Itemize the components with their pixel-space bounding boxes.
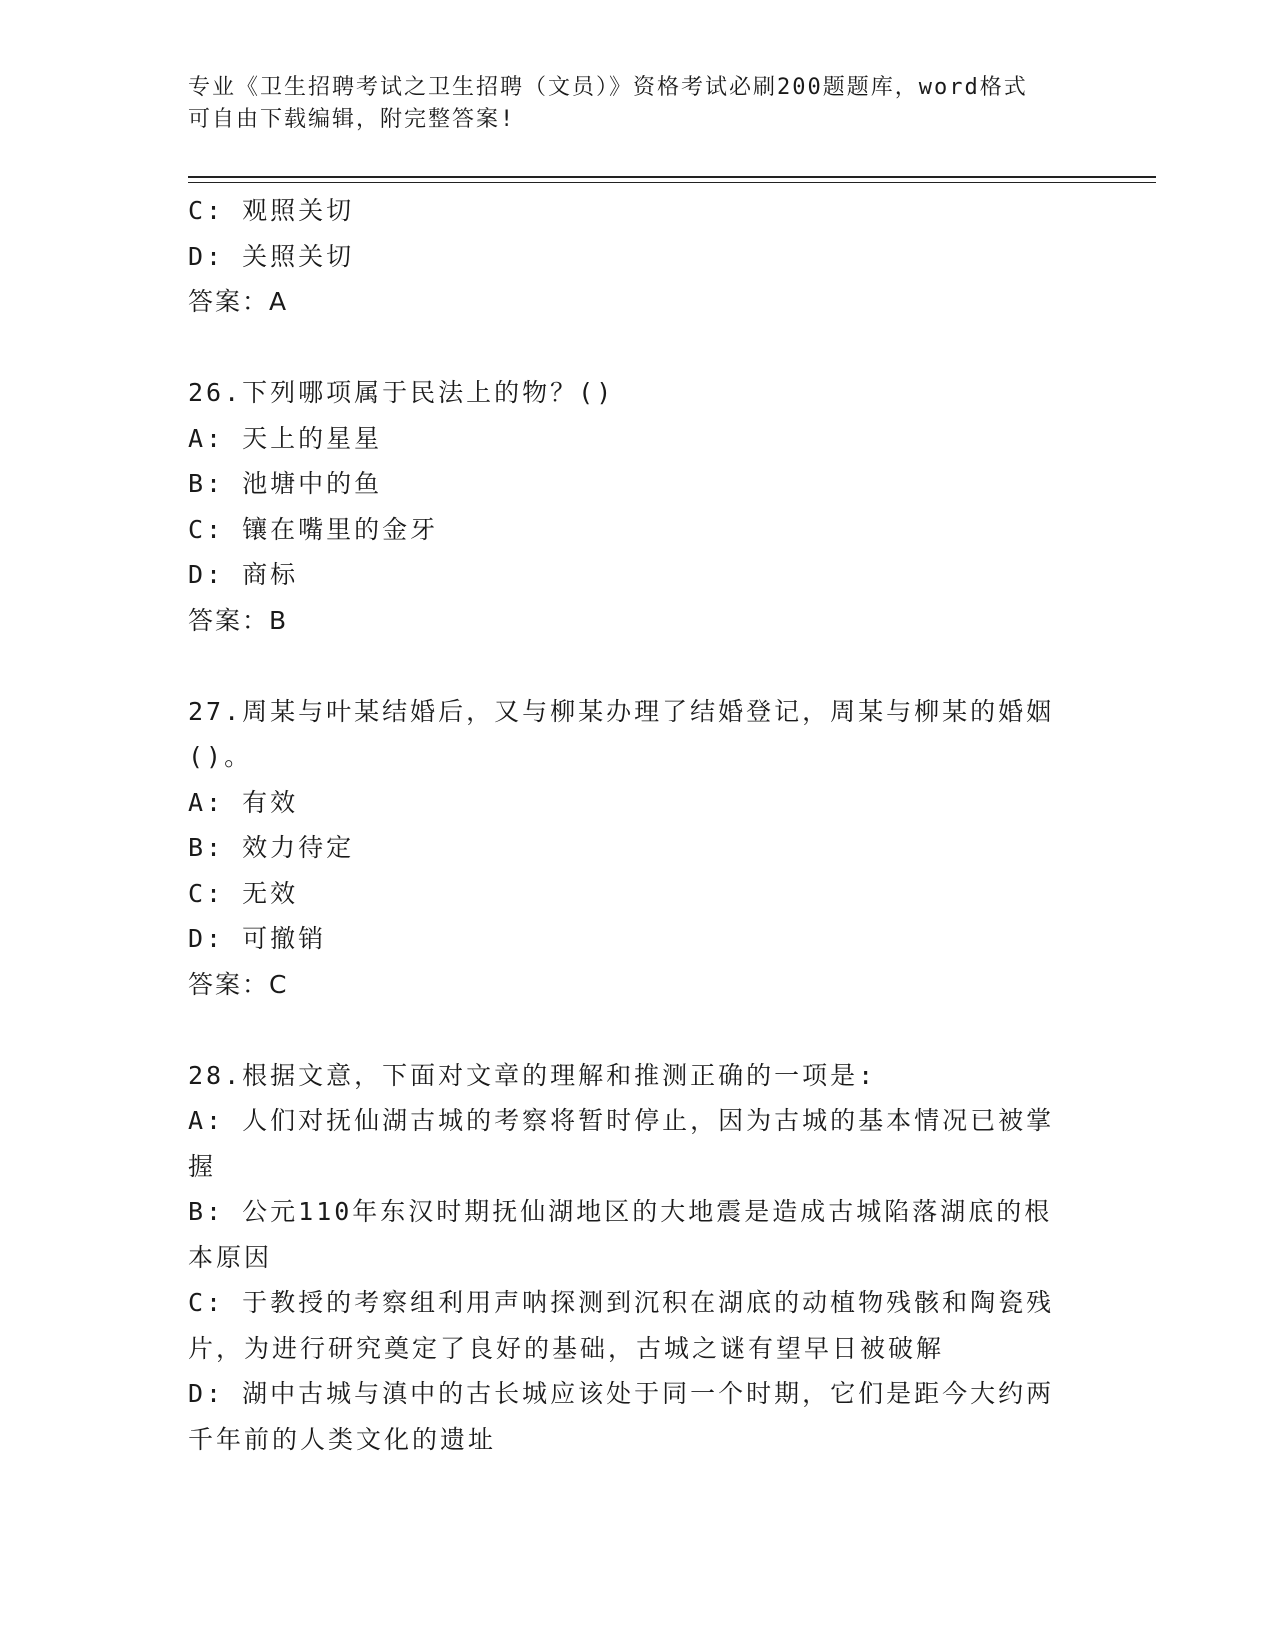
answer-line: 答案：B [188,605,289,635]
option-d-line-2: 千年前的人类文化的遗址 [188,1424,497,1454]
answer-line: 答案：A [188,287,289,316]
question-stem-line-2: ()。 [188,742,253,771]
option-d: D: 关照关切 [188,241,355,271]
option-c: C: 无效 [188,878,299,908]
option-b-line-2: 本原因 [188,1242,273,1272]
option-c-line-2: 片，为进行研究奠定了良好的基础，古城之谜有望早日被破解 [188,1333,945,1363]
option-c: C: 观照关切 [188,196,355,225]
option-d-line-1: D: 湖中古城与滇中的古长城应该处于同一个时期，它们是距今大约两 [188,1379,1055,1408]
header-title-line-1: 专业《卫生招聘考试之卫生招聘（文员）》资格考试必刷200题题库，word格式 [188,75,1028,100]
document-header [188,72,1068,136]
option-b-line-1: B: 公元110年东汉时期抚仙湖地区的大地震是造成古城陷落湖底的根 [188,1197,1053,1226]
header-title-line-2: 可自由下载编辑，附完整答案! [188,107,516,132]
question-stem: 28.根据文意，下面对文章的理解和推测正确的一项是: [188,1060,877,1090]
option-d: D: 可撤销 [188,924,327,953]
option-b: B: 效力待定 [188,833,355,862]
option-c-line-1: C: 于教授的考察组利用声呐探测到沉积在湖底的动植物残骸和陶瓷残 [188,1288,1055,1317]
option-b: B: 池塘中的鱼 [188,469,383,498]
spacer [188,1007,1088,1053]
spacer [188,643,1088,689]
question-stem-line-1: 27.周某与叶某结婚后，又与柳某办理了结婚登记，周某与柳某的婚姻 [188,696,1055,726]
question-stem: 26.下列哪项属于民法上的物？() [188,378,615,407]
question-26 [188,370,1088,643]
question-25-tail [188,188,1088,325]
option-d: D: 商标 [188,560,299,589]
document-body [188,188,1088,1462]
answer-line: 答案：C [188,969,289,999]
option-a: A: 有效 [188,787,299,817]
option-a: A: 天上的星星 [188,423,383,453]
question-27 [188,689,1088,1008]
option-c: C: 镶在嘴里的金牙 [188,514,439,544]
spacer [188,325,1088,371]
question-28 [188,1053,1088,1463]
option-a-line-2: 握 [188,1151,217,1181]
header-divider-thin [188,182,1156,183]
header-divider-thick [188,176,1156,178]
option-a-line-1: A: 人们对抚仙湖古城的考察将暂时停止，因为古城的基本情况已被掌 [188,1106,1055,1135]
